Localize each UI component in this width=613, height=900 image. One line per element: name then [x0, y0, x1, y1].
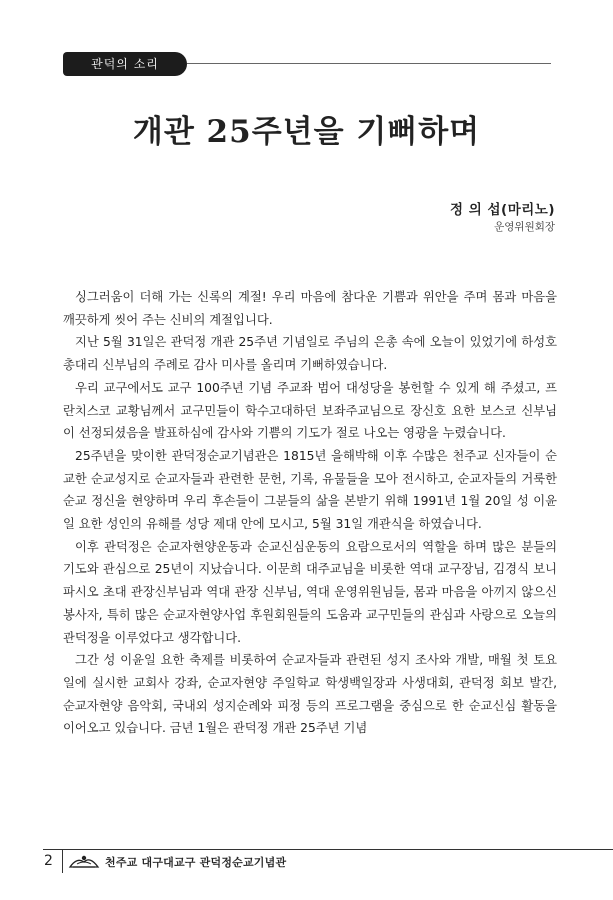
footer-separator [62, 849, 63, 873]
paragraph: 우리 교구에서도 교구 100주년 기념 주교좌 범어 대성당을 봉헌할 수 있게 해 주셨고, 프란치스코 교황님께서 교구민들이 학수고대하던 보좌주교님으로 장신호 요한 보스코 신부님이 선정되셨음을 발표하심에 감사와 기쁨의 기도가 절로 나오는 영광을 누렸습니다. [63, 380, 557, 441]
organization-name: 천주교 대구대교구 관덕정순교기념관 [105, 856, 287, 869]
article-body [63, 286, 557, 740]
paragraph: 이후 관덕정은 순교자현양운동과 순교신심운동의 요람으로서의 역할을 하며 많은 분들의 기도와 관심으로 25년이 지났습니다. 이문희 대주교님을 비롯한 역대 교구장님, 김경식 보니파시오 초대 관장신부님과 역대 관장 신부님, 역대 운영위원님들, 몸과 마음을 아끼지 않으신 봉사자, 특히 많은 순교자현양사업 후원회원들의 도움과 교구민들의 관심과 사랑으로 오늘의 관덕정을 이루었다고 생각합니다. [63, 539, 557, 645]
header-divider [187, 63, 551, 64]
article-title: 개관 25주년을 기뻐하며 [132, 114, 481, 150]
page-number: 2 [44, 853, 53, 869]
paragraph: 그간 성 이윤일 요한 축제를 비롯하여 순교자들과 관련된 성지 조사와 개발, 매월 첫 토요일에 실시한 교회사 강좌, 순교자현양 주일학교 학생백일장과 사생대회, 관덕정 회보 발간, 순교자현양 음악회, 국내외 성지순례와 피정 등의 프로그램을 중심으로 한 순교신심 활동을 이어오고 있습니다. 금년 1월은 관덕정 개관 25주년 기념 [63, 653, 557, 736]
section-label: 관덕의 소리 [63, 52, 187, 76]
footer-divider [43, 849, 613, 850]
author-name: 정 의 섭(마리노) [450, 202, 555, 218]
paragraph: 지난 5월 31일은 관덕정 개관 25주년 기념일로 주님의 은총 속에 오늘이 있었기에 하성호 총대리 신부님의 주례로 감사 미사를 올리며 기뻐하였습니다. [63, 335, 557, 373]
mountain-sun-logo-icon [68, 853, 100, 869]
paragraph: 25주년을 맞이한 관덕정순교기념관은 1815년 을해박해 이후 수많은 천주교 신자들이 순교한 순교성지로 순교자들과 관련한 문헌, 기록, 유물들을 모아 전시하고, 순교자들의 거룩한 순교 정신을 현양하며 우리 후손들이 그분들의 삶을 본받기 위해 1991년 1월 20일 성 이윤일 요한 성인의 유해를 성당 제대 안에 모시고, 5월 31일 개관식을 하였습니다. [63, 448, 557, 532]
author-role: 운영위원회장 [494, 221, 555, 233]
paragraph: 싱그러움이 더해 가는 신록의 계절! 우리 마음에 참다운 기쁨과 위안을 주며 몸과 마음을 깨끗하게 씻어 주는 신비의 계절입니다. [63, 290, 557, 327]
